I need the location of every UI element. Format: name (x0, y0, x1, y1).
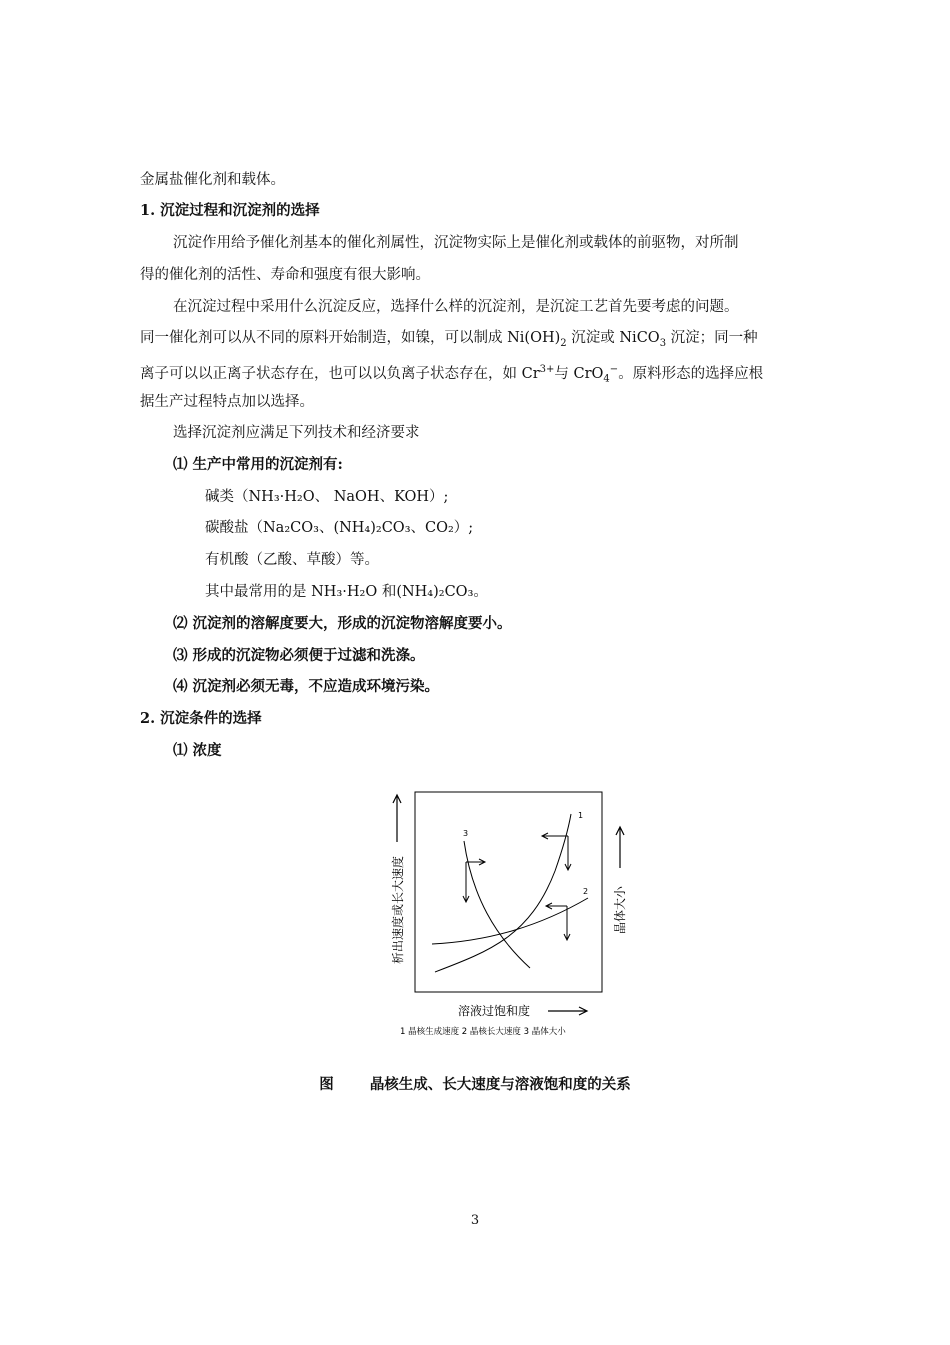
section-heading-2: 2. 沉淀条件的选择 (140, 710, 262, 727)
y-axis-right-label-group (612, 827, 627, 934)
precipitant-organic-acid: 有机酸（乙酸、草酸）等。 (205, 552, 379, 568)
paragraph-2-line-4: 据生产过程特点加以选择。 (140, 394, 314, 410)
diagram-svg (380, 786, 630, 1046)
curve-3-axis-arrows (463, 859, 485, 902)
curve-2-label: 2 (583, 887, 589, 896)
paragraph-3: 选择沉淀剂应满足下列技术和经济要求 (173, 425, 420, 441)
paragraph-1-line-1: 沉淀作用给予催化剂基本的催化剂属性，沉淀物实际上是催化剂或载体的前驱物，对所制 (173, 235, 739, 251)
paragraph-1-line-2: 得的催化剂的活性、寿命和强度有很大影响。 (140, 267, 430, 283)
y-axis-left-label: 析出速度或长大速度 (391, 855, 405, 964)
curve-3-label: 3 (463, 829, 469, 838)
list-item-3: ⑶ 形成的沉淀物必须便于过滤和洗涤。 (173, 647, 425, 664)
list-item-4: ⑷ 沉淀剂必须无毒，不应造成环境污染。 (173, 678, 440, 695)
plot-frame (415, 792, 602, 992)
curve-2-growth-rate (432, 898, 588, 944)
paragraph-2-line-2: 同一催化剂可以从不同的原料开始制造，如镍，可以制成 $Ni(OH)_2$ 沉淀或 NiCO$_3$ 沉淀；同一种 (140, 330, 758, 349)
paragraph-2-line-3: 离子可以以正离子状态存在，也可以以负离子状态存在，如 $Cr^{3+}$与 CrO$_4$−。原料形态的选择应根 (140, 364, 764, 385)
precipitant-alkali: 碱类（NH₃·H₂O、 NaOH、KOH）; (205, 489, 449, 505)
curve-1-axis-arrows (542, 833, 571, 870)
list-item-2: ⑵ 沉淀剂的溶解度要大，形成的沉淀物溶解度要小。 (173, 615, 512, 632)
figure-caption-text: 晶核生成、长大速度与溶液饱和度的关系 (369, 1076, 631, 1093)
paragraph-intro: 金属盐催化剂和载体。 (140, 172, 285, 188)
figure-caption-label: 图 (319, 1076, 334, 1093)
curve-1-label: 1 (578, 811, 584, 820)
subsection-concentration: ⑴ 浓度 (173, 742, 222, 759)
precipitant-most-common: 其中最常用的是 NH₃·H₂O 和(NH₄)₂CO₃。 (205, 584, 488, 600)
figure-caption (0, 1073, 950, 1094)
list-item-1: ⑴ 生产中常用的沉淀剂有: (173, 456, 343, 473)
y-axis-left-label-group (390, 795, 405, 964)
page-number: 3 (470, 1213, 480, 1228)
figure-diagram (380, 786, 630, 1046)
x-axis-label: 溶液过饱和度 (458, 1004, 531, 1018)
curve-1-nucleation-rate (435, 814, 571, 972)
x-axis-label-group (458, 1003, 587, 1018)
curve-3-crystal-size (464, 841, 530, 968)
paragraph-2-line-1: 在沉淀过程中采用什么沉淀反应，选择什么样的沉淀剂，是沉淀工艺首先要考虑的问题。 (173, 299, 739, 315)
section-heading-1: 1. 沉淀过程和沉淀剂的选择 (140, 202, 320, 219)
figure-legend: 1 晶核生成速度 2 晶核长大速度 3 晶体大小 (400, 1027, 566, 1037)
curve-2-axis-arrows (546, 903, 570, 940)
y-axis-right-label: 晶体大小 (613, 885, 627, 934)
precipitant-carbonate: 碳酸盐（Na₂CO₃、(NH₄)₂CO₃、CO₂）; (205, 520, 474, 536)
